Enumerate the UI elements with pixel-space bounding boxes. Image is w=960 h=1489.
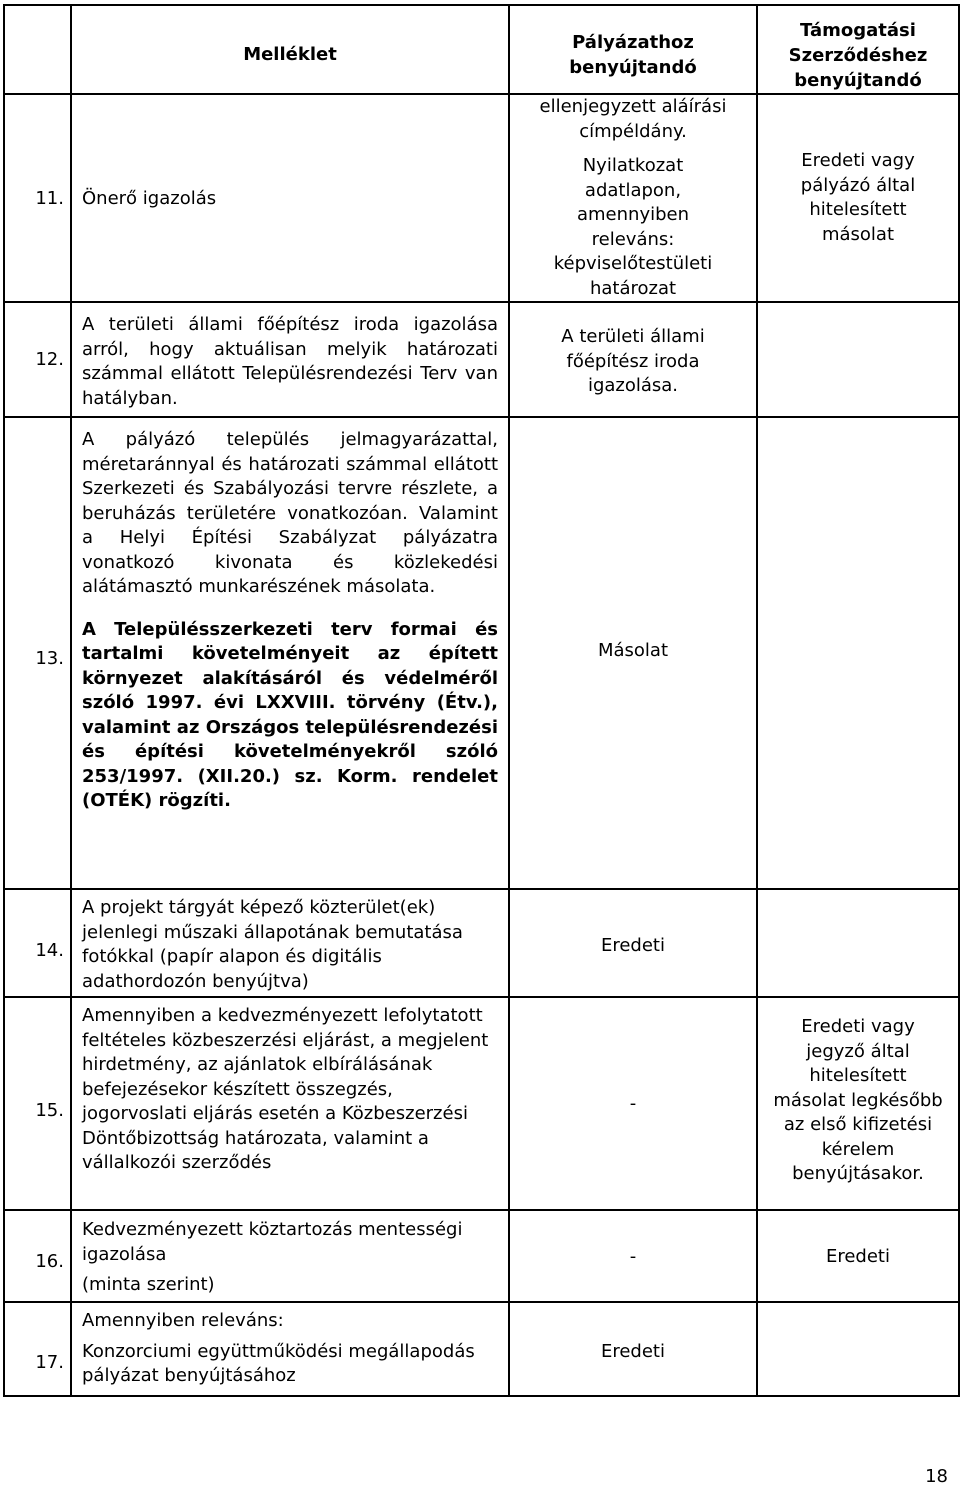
- row-number-cell: [4, 997, 71, 1210]
- row-application: Másolat: [597, 640, 669, 661]
- row-application-pre: ellenjegyzett aláírási címpéldány.: [539, 96, 727, 142]
- header-cell-application: [509, 5, 757, 94]
- table-header-row: [4, 5, 959, 94]
- row-description-cell: [71, 1210, 509, 1302]
- row-number: 15.: [35, 1100, 64, 1121]
- row-application: -: [629, 1093, 637, 1114]
- row-contract-cell: [757, 302, 959, 417]
- header-application: Pályázathoz benyújtandó: [569, 32, 697, 78]
- row-application-cell: [509, 889, 757, 997]
- row-contract-cell: [757, 417, 959, 889]
- row-contract: Eredeti vagy pályázó által hitelesített másolat: [800, 150, 916, 245]
- page-number: 18: [925, 1466, 948, 1487]
- row-number: 14.: [35, 939, 64, 961]
- row-application-cell: [509, 1302, 757, 1396]
- row-number-cell: [4, 889, 71, 997]
- row-description-cell: [71, 417, 509, 889]
- row-number: 12.: [35, 349, 64, 370]
- row-number-cell: [4, 1210, 71, 1302]
- row-description: A projekt tárgyát képező közterület(ek) jelenlegi műszaki állapotának bemutatása fotókkal (papír alapon és digitális adathordozón benyújtva): [82, 897, 463, 992]
- row-number-cell: [4, 94, 71, 302]
- row-application: Eredeti: [600, 934, 665, 956]
- row-number-cell: [4, 302, 71, 417]
- row-application: Eredeti: [600, 1340, 665, 1362]
- table-row: [4, 1302, 959, 1396]
- row-description-cell: [71, 1302, 509, 1396]
- row-number: 17.: [35, 1351, 64, 1373]
- header-contract: Támogatási Szerződéshez benyújtandó: [788, 20, 928, 91]
- row-description-cell: [71, 997, 509, 1210]
- row-description: A területi állami főépítész iroda igazolása arról, hogy aktuálisan melyik határozati számmal ellátott Településrendezési Terv van hatályban.: [82, 314, 498, 409]
- row-contract: Eredeti: [825, 1245, 890, 1267]
- row-description-cell: [71, 302, 509, 417]
- row-contract-cell: [757, 1210, 959, 1302]
- row-contract-cell: [757, 997, 959, 1210]
- row-contract: Eredeti vagy jegyző által hitelesített másolat legkésőbb az első kifizetési kérelem benyújtásakor.: [773, 1016, 943, 1184]
- row-application: A területi állami főépítész iroda igazolása.: [561, 326, 705, 396]
- row-application-cell: [509, 94, 757, 302]
- table-row: [4, 94, 959, 302]
- header-attachment: Melléklet: [243, 44, 337, 65]
- row-description-legal-note: A Településszerkezeti terv formai és tartalmi követelményeit az épített környezet alakításáról és védelméről szóló 1997. évi LXXVIII. törvény (Étv.), valamint az Országos településrendezési és építési követelményekről szóló 253/1997. (XII.20.) sz. Korm. rendelet (OTÉK) rögzíti.: [82, 618, 498, 811]
- row-application: -: [629, 1245, 637, 1267]
- table-row: [4, 997, 959, 1210]
- row-description: Amennyiben a kedvezményezett lefolytatott feltételes közbeszerzési eljárást, a megjelent hirdetmény, az ajánlatok elbírálásának befejezésekor készített összegzés, jogorvoslati eljárás esetén a Közbeszerzési Döntőbizottság határozata, valamint a vállalkozói szerződés: [82, 1005, 489, 1173]
- table-row: [4, 1210, 959, 1302]
- row-description-note: (minta szerint): [82, 1274, 215, 1295]
- row-description-detail: Konzorciumi együttműködési megállapodás pályázat benyújtásához: [82, 1340, 475, 1386]
- row-application: Nyilatkozat adatlapon, amennyiben releváns: képviselőtestületi határozat: [553, 155, 713, 299]
- row-contract-cell: [757, 889, 959, 997]
- row-description: Amennyiben releváns:: [82, 1310, 284, 1331]
- row-number-cell: [4, 1302, 71, 1396]
- table-row: [4, 302, 959, 417]
- table-row: [4, 417, 959, 889]
- row-description-cell: [71, 94, 509, 302]
- header-cell-contract: [757, 5, 959, 94]
- row-description: A pályázó település jelmagyarázattal, méretaránnyal és határozati számmal ellátott Szerkezeti és Szabályozási tervre részlete, a beruházás területére vonatkozóan. Valamint a Helyi Építési Szabályzat pályázatra vonatkozó kivonata és közlekedési alátámasztó munkarészének másolata.: [82, 429, 498, 597]
- row-description: Önerő igazolás: [82, 187, 217, 209]
- row-description: Kedvezményezett köztartozás mentességi igazolása: [82, 1219, 463, 1265]
- row-application-cell: [509, 302, 757, 417]
- row-number: 13.: [35, 648, 64, 669]
- attachments-table: [3, 4, 960, 1397]
- row-number-cell: [4, 417, 71, 889]
- row-contract-cell: [757, 94, 959, 302]
- row-application-cell: [509, 1210, 757, 1302]
- table-row: [4, 889, 959, 997]
- row-number: 11.: [35, 187, 64, 209]
- row-number: 16.: [35, 1250, 64, 1272]
- row-contract-cell: [757, 1302, 959, 1396]
- row-description-cell: [71, 889, 509, 997]
- row-application-cell: [509, 997, 757, 1210]
- header-cell-number: [4, 5, 71, 94]
- row-application-cell: [509, 417, 757, 889]
- header-cell-attachment: [71, 5, 509, 94]
